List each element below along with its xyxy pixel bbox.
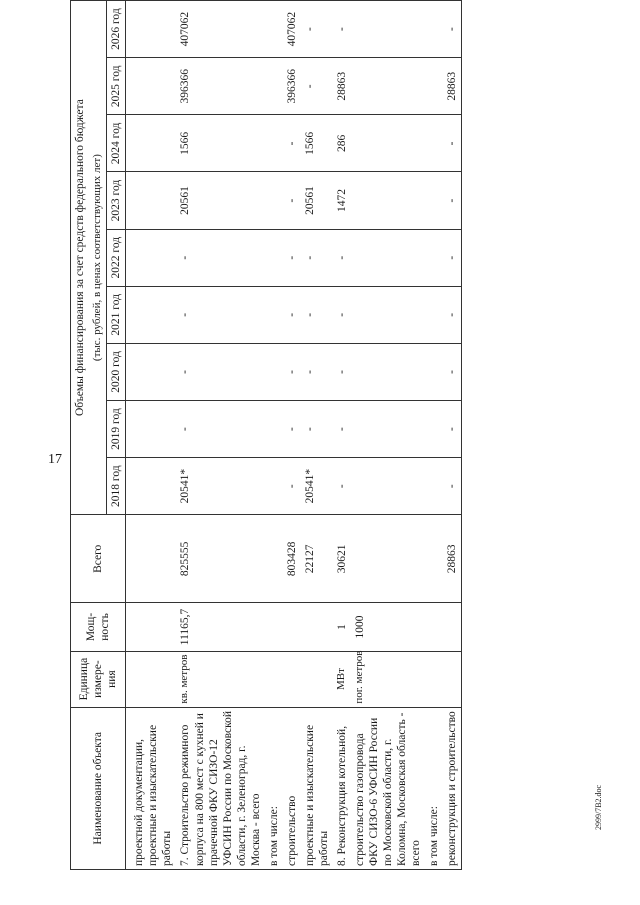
row-name-cell: в том числе: — [425, 707, 443, 869]
year-header-2021: 2021 год — [107, 286, 126, 343]
row-unit-cell — [283, 651, 301, 707]
row-power-cell — [126, 603, 177, 651]
row-total-cell — [126, 515, 177, 603]
row-unit-cell — [126, 651, 177, 707]
row-year-cell-6: - — [443, 115, 462, 172]
row-year-cell-2 — [351, 343, 425, 400]
table-row — [333, 1, 351, 870]
header-name: Наименование объекта — [71, 707, 126, 869]
year-header-2019: 2019 год — [107, 400, 126, 457]
row-year-cell-1 — [265, 400, 283, 457]
row-power-cell — [283, 603, 301, 651]
funding-table — [70, 0, 462, 870]
row-total-cell — [351, 515, 425, 603]
row-year-cell-3 — [425, 286, 443, 343]
row-year-cell-5: - — [443, 172, 462, 229]
row-year-cell-8: - — [443, 1, 462, 58]
row-year-cell-3 — [126, 286, 177, 343]
row-year-cell-8: - — [333, 1, 351, 58]
row-year-cell-0 — [265, 458, 283, 515]
row-power-cell: 1 — [333, 603, 351, 651]
row-year-cell-8: 407062 — [283, 1, 301, 58]
table-row — [283, 1, 301, 870]
row-year-cell-5: 20561 — [176, 172, 264, 229]
row-year-cell-4: - — [301, 229, 333, 286]
row-year-cell-0: - — [443, 458, 462, 515]
row-power-cell — [425, 603, 443, 651]
header-funding-subtitle: (тыс. рублей, в ценах соответствующих лет) — [89, 1, 107, 515]
row-power-cell — [265, 603, 283, 651]
row-year-cell-6 — [351, 115, 425, 172]
row-year-cell-5: 1472 — [333, 172, 351, 229]
row-power-cell — [301, 603, 333, 651]
row-year-cell-6: 1566 — [301, 115, 333, 172]
row-year-cell-3: - — [443, 286, 462, 343]
row-year-cell-3: - — [301, 286, 333, 343]
row-year-cell-5 — [265, 172, 283, 229]
year-header-2024: 2024 год — [107, 115, 126, 172]
row-year-cell-0: 20541* — [176, 458, 264, 515]
row-year-cell-7 — [425, 58, 443, 115]
table-row — [443, 1, 462, 870]
row-year-cell-1: - — [301, 400, 333, 457]
row-name-cell: 8. Реконструкция котельной, — [333, 707, 351, 869]
row-year-cell-8: 407062 — [176, 1, 264, 58]
row-total-cell — [265, 515, 283, 603]
row-year-cell-2 — [126, 343, 177, 400]
header-power: Мощ-ность — [71, 603, 126, 651]
year-header-2022: 2022 год — [107, 229, 126, 286]
row-year-cell-7: 28863 — [443, 58, 462, 115]
row-power-cell — [443, 603, 462, 651]
row-year-cell-8 — [265, 1, 283, 58]
row-year-cell-0 — [351, 458, 425, 515]
row-year-cell-7: 396366 — [283, 58, 301, 115]
year-header-2018: 2018 год — [107, 458, 126, 515]
table-row — [176, 1, 264, 870]
table-row — [425, 1, 443, 870]
row-name-cell: 7. Строительство режимного корпуса на 800 мест с кухней и прачечной ФКУ СИЗО-12 УФСИН России по Московской области, г. Зеленоград, г. Москва - всего — [176, 707, 264, 869]
row-name-cell: строительство — [283, 707, 301, 869]
table-body — [126, 1, 461, 870]
row-year-cell-3: - — [283, 286, 301, 343]
row-year-cell-1 — [351, 400, 425, 457]
header-unit: Единица измере-ния — [71, 651, 126, 707]
table-row — [126, 1, 177, 870]
row-name-cell: проектной документации, проектные и изыскательские работы — [126, 707, 177, 869]
row-total-cell — [425, 515, 443, 603]
row-year-cell-5 — [126, 172, 177, 229]
row-year-cell-4: - — [176, 229, 264, 286]
row-year-cell-1: - — [176, 400, 264, 457]
row-year-cell-0: - — [283, 458, 301, 515]
row-year-cell-4 — [425, 229, 443, 286]
row-year-cell-1: - — [283, 400, 301, 457]
year-header-2025: 2025 год — [107, 58, 126, 115]
row-year-cell-8: - — [301, 1, 333, 58]
row-year-cell-4: - — [443, 229, 462, 286]
row-year-cell-7 — [126, 58, 177, 115]
row-total-cell: 803428 — [283, 515, 301, 603]
row-year-cell-4 — [265, 229, 283, 286]
row-power-cell: 11165,7 — [176, 603, 264, 651]
row-year-cell-6 — [425, 115, 443, 172]
year-header-2023: 2023 год — [107, 172, 126, 229]
row-year-cell-2 — [265, 343, 283, 400]
row-total-cell: 22127 — [301, 515, 333, 603]
row-year-cell-6 — [265, 115, 283, 172]
row-name-cell: в том числе: — [265, 707, 283, 869]
row-year-cell-3: - — [333, 286, 351, 343]
row-unit-cell — [265, 651, 283, 707]
row-year-cell-7: - — [301, 58, 333, 115]
table-row — [351, 1, 425, 870]
row-year-cell-2: - — [176, 343, 264, 400]
row-unit-cell — [301, 651, 333, 707]
row-year-cell-7: 396366 — [176, 58, 264, 115]
row-year-cell-6 — [126, 115, 177, 172]
row-name-cell: строительство газопровода ФКУ СИЗО-6 УФСИН России по Московской области, г. Коломна, Московская область - всего — [351, 707, 425, 869]
row-unit-cell — [425, 651, 443, 707]
row-year-cell-1: - — [443, 400, 462, 457]
year-header-2020: 2020 год — [107, 343, 126, 400]
row-year-cell-6: 286 — [333, 115, 351, 172]
row-unit-cell: кв. метров — [176, 651, 264, 707]
row-year-cell-5 — [351, 172, 425, 229]
row-year-cell-7 — [265, 58, 283, 115]
row-year-cell-5: 20561 — [301, 172, 333, 229]
row-year-cell-0 — [126, 458, 177, 515]
year-header-2026: 2026 год — [107, 1, 126, 58]
row-year-cell-2: - — [301, 343, 333, 400]
row-year-cell-3 — [265, 286, 283, 343]
row-year-cell-7: 28863 — [333, 58, 351, 115]
row-year-cell-5: - — [283, 172, 301, 229]
row-year-cell-1: - — [333, 400, 351, 457]
row-year-cell-4: - — [283, 229, 301, 286]
row-unit-cell — [443, 651, 462, 707]
row-year-cell-2: - — [443, 343, 462, 400]
row-year-cell-8 — [126, 1, 177, 58]
row-year-cell-0 — [425, 458, 443, 515]
row-year-cell-7 — [351, 58, 425, 115]
row-name-cell: реконструкция и строительство — [443, 707, 462, 869]
row-year-cell-3: - — [176, 286, 264, 343]
row-year-cell-1 — [126, 400, 177, 457]
row-year-cell-4 — [351, 229, 425, 286]
row-unit-cell: пог. метров — [351, 651, 425, 707]
header-funding: Объемы финансирования за счет средств федерального бюджета — [71, 1, 90, 515]
row-year-cell-8 — [351, 1, 425, 58]
row-year-cell-0: 20541* — [301, 458, 333, 515]
table-row — [265, 1, 283, 870]
row-total-cell: 825555 — [176, 515, 264, 603]
row-year-cell-2: - — [283, 343, 301, 400]
row-year-cell-2: - — [333, 343, 351, 400]
table-row — [301, 1, 333, 870]
row-year-cell-4 — [126, 229, 177, 286]
row-unit-cell: МВт — [333, 651, 351, 707]
page-number: 17 — [48, 452, 62, 467]
row-year-cell-8 — [425, 1, 443, 58]
row-power-cell: 1000 — [351, 603, 425, 651]
row-total-cell: 28863 — [443, 515, 462, 603]
header-total: Всего — [71, 515, 126, 603]
row-year-cell-6: 1566 — [176, 115, 264, 172]
row-year-cell-2 — [425, 343, 443, 400]
row-total-cell: 30621 — [333, 515, 351, 603]
row-year-cell-3 — [351, 286, 425, 343]
rotated-table-sheet — [70, 0, 620, 870]
row-year-cell-4: - — [333, 229, 351, 286]
row-year-cell-6: - — [283, 115, 301, 172]
document-footer: 2999/7B2.doc — [594, 784, 603, 830]
row-year-cell-5 — [425, 172, 443, 229]
row-year-cell-1 — [425, 400, 443, 457]
row-year-cell-0: - — [333, 458, 351, 515]
row-name-cell: проектные и изыскательские работы — [301, 707, 333, 869]
